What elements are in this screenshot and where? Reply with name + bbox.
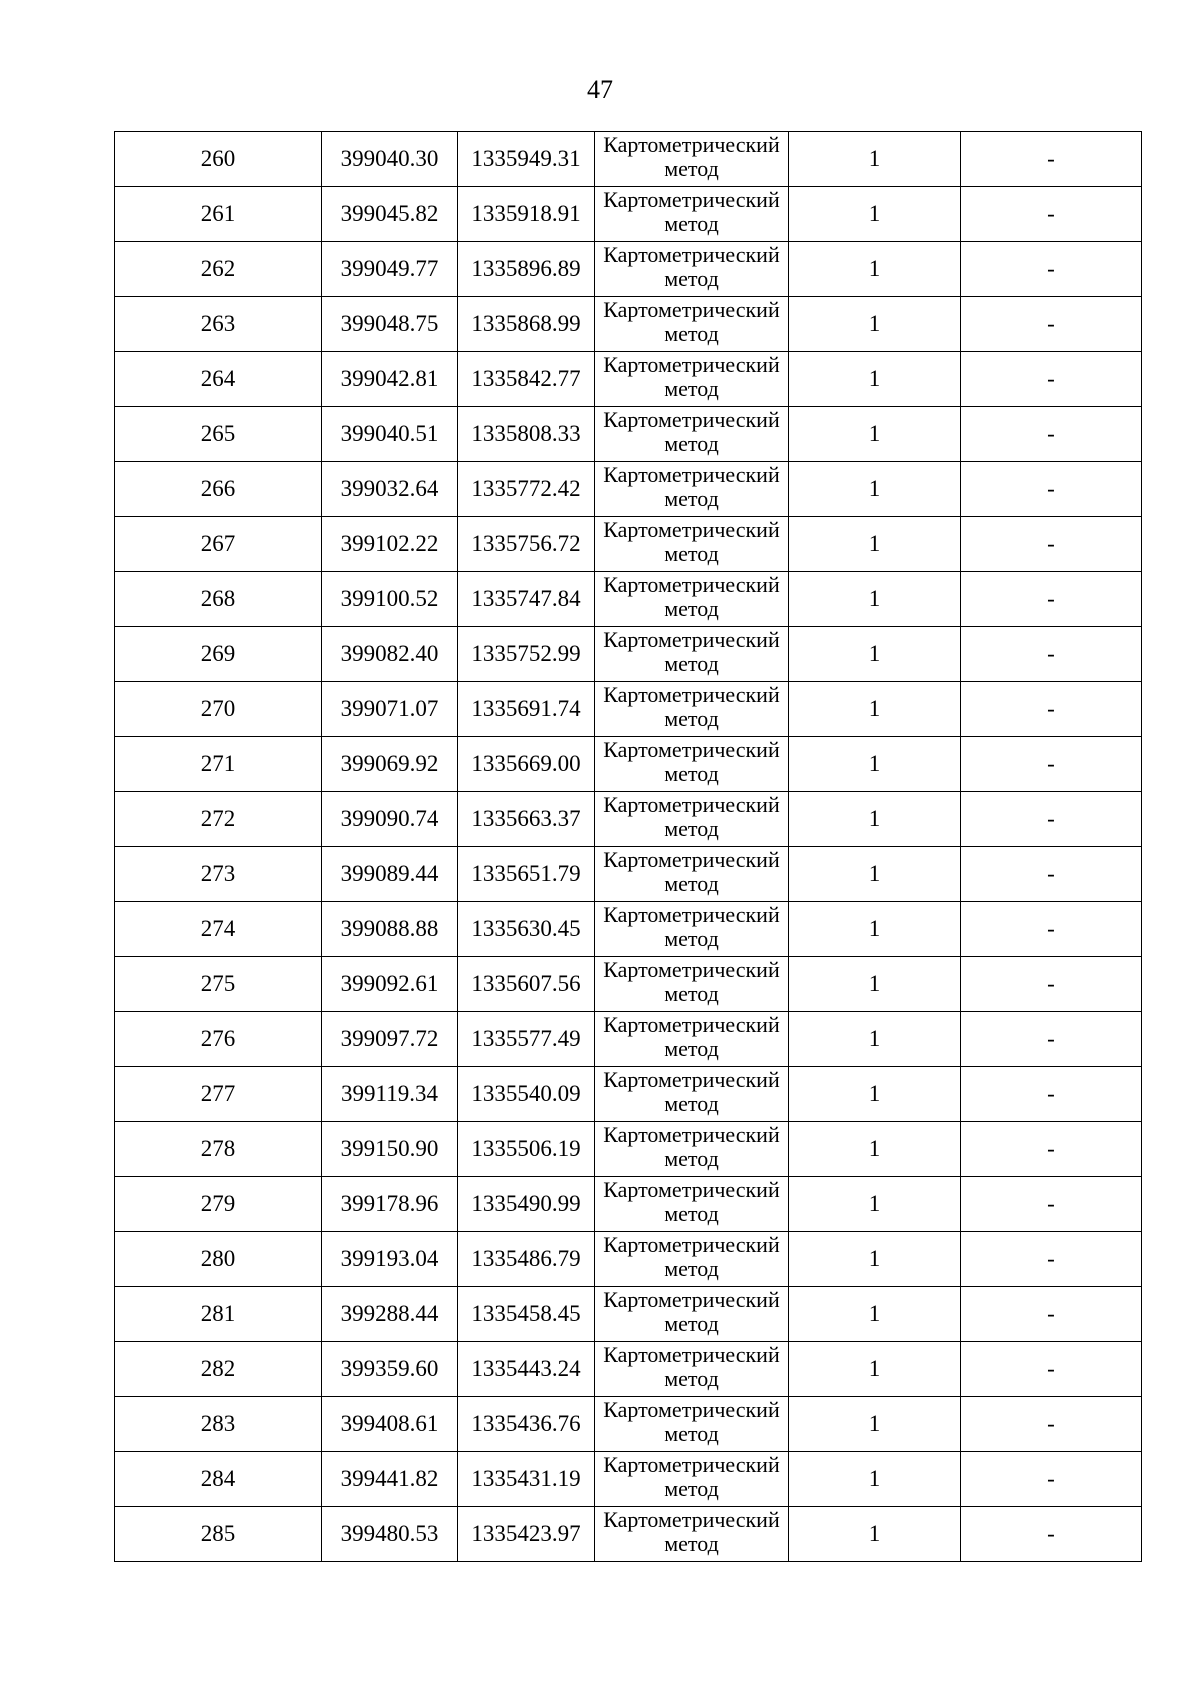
accuracy-cell: 1 <box>789 517 961 572</box>
method-line-2: метод <box>664 651 719 676</box>
accuracy-cell: 1 <box>789 957 961 1012</box>
note-cell: - <box>961 1507 1142 1562</box>
point-number-cell: 275 <box>115 957 322 1012</box>
table-row <box>115 792 1142 847</box>
method-cell <box>595 187 789 242</box>
point-number-cell: 274 <box>115 902 322 957</box>
note-cell: - <box>961 1287 1142 1342</box>
table-row <box>115 352 1142 407</box>
x-coordinate-cell: 399097.72 <box>322 1012 458 1067</box>
x-coordinate-cell: 399090.74 <box>322 792 458 847</box>
method-line-1: Картометрический <box>603 1122 780 1147</box>
y-coordinate-cell: 1335577.49 <box>458 1012 595 1067</box>
method-cell <box>595 132 789 187</box>
method-line-2: метод <box>664 1091 719 1116</box>
note-cell: - <box>961 352 1142 407</box>
note-cell: - <box>961 1012 1142 1067</box>
note-cell: - <box>961 1177 1142 1232</box>
accuracy-cell: 1 <box>789 132 961 187</box>
accuracy-cell: 1 <box>789 1012 961 1067</box>
point-number-cell: 267 <box>115 517 322 572</box>
y-coordinate-cell: 1335540.09 <box>458 1067 595 1122</box>
point-number-cell: 277 <box>115 1067 322 1122</box>
note-cell: - <box>961 187 1142 242</box>
table-row <box>115 902 1142 957</box>
x-coordinate-cell: 399089.44 <box>322 847 458 902</box>
note-cell: - <box>961 1122 1142 1177</box>
y-coordinate-cell: 1335949.31 <box>458 132 595 187</box>
method-cell <box>595 242 789 297</box>
y-coordinate-cell: 1335868.99 <box>458 297 595 352</box>
table-row <box>115 1012 1142 1067</box>
note-cell: - <box>961 242 1142 297</box>
point-number-cell: 271 <box>115 737 322 792</box>
method-line-2: метод <box>664 1476 719 1501</box>
table-row <box>115 1507 1142 1562</box>
accuracy-cell: 1 <box>789 187 961 242</box>
method-cell <box>595 407 789 462</box>
method-cell <box>595 627 789 682</box>
method-line-2: метод <box>664 1311 719 1336</box>
point-number-cell: 262 <box>115 242 322 297</box>
note-cell: - <box>961 297 1142 352</box>
x-coordinate-cell: 399092.61 <box>322 957 458 1012</box>
method-cell <box>595 297 789 352</box>
x-coordinate-cell: 399359.60 <box>322 1342 458 1397</box>
page-number: 47 <box>587 75 613 104</box>
point-number-cell: 279 <box>115 1177 322 1232</box>
method-cell <box>595 957 789 1012</box>
table-row <box>115 1177 1142 1232</box>
accuracy-cell: 1 <box>789 462 961 517</box>
accuracy-cell: 1 <box>789 572 961 627</box>
method-cell <box>595 1507 789 1562</box>
point-number-cell: 265 <box>115 407 322 462</box>
method-line-1: Картометрический <box>603 462 780 487</box>
point-number-cell: 282 <box>115 1342 322 1397</box>
accuracy-cell: 1 <box>789 792 961 847</box>
accuracy-cell: 1 <box>789 242 961 297</box>
note-cell: - <box>961 1397 1142 1452</box>
accuracy-cell: 1 <box>789 1452 961 1507</box>
table-row <box>115 132 1142 187</box>
note-cell: - <box>961 462 1142 517</box>
note-cell: - <box>961 792 1142 847</box>
method-line-2: метод <box>664 1256 719 1281</box>
method-line-2: метод <box>664 981 719 1006</box>
y-coordinate-cell: 1335747.84 <box>458 572 595 627</box>
method-line-2: метод <box>664 706 719 731</box>
x-coordinate-cell: 399193.04 <box>322 1232 458 1287</box>
method-line-1: Картометрический <box>603 1232 780 1257</box>
method-line-1: Картометрический <box>603 572 780 597</box>
method-line-1: Картометрический <box>603 517 780 542</box>
x-coordinate-cell: 399441.82 <box>322 1452 458 1507</box>
table-row <box>115 407 1142 462</box>
x-coordinate-cell: 399048.75 <box>322 297 458 352</box>
point-number-cell: 268 <box>115 572 322 627</box>
method-line-1: Картометрический <box>603 792 780 817</box>
method-line-1: Картометрический <box>603 682 780 707</box>
method-line-2: метод <box>664 1036 719 1061</box>
method-line-2: метод <box>664 541 719 566</box>
note-cell: - <box>961 847 1142 902</box>
x-coordinate-cell: 399102.22 <box>322 517 458 572</box>
point-number-cell: 284 <box>115 1452 322 1507</box>
point-number-cell: 283 <box>115 1397 322 1452</box>
y-coordinate-cell: 1335506.19 <box>458 1122 595 1177</box>
point-number-cell: 285 <box>115 1507 322 1562</box>
point-number-cell: 272 <box>115 792 322 847</box>
method-cell <box>595 1012 789 1067</box>
table-row <box>115 957 1142 1012</box>
method-line-2: метод <box>664 1421 719 1446</box>
x-coordinate-cell: 399045.82 <box>322 187 458 242</box>
y-coordinate-cell: 1335431.19 <box>458 1452 595 1507</box>
x-coordinate-cell: 399178.96 <box>322 1177 458 1232</box>
x-coordinate-cell: 399100.52 <box>322 572 458 627</box>
accuracy-cell: 1 <box>789 407 961 462</box>
method-line-1: Картометрический <box>603 902 780 927</box>
point-number-cell: 269 <box>115 627 322 682</box>
method-cell <box>595 1067 789 1122</box>
y-coordinate-cell: 1335842.77 <box>458 352 595 407</box>
x-coordinate-cell: 399042.81 <box>322 352 458 407</box>
y-coordinate-cell: 1335458.45 <box>458 1287 595 1342</box>
table-row <box>115 462 1142 517</box>
note-cell: - <box>961 1067 1142 1122</box>
method-line-2: метод <box>664 816 719 841</box>
table-row <box>115 627 1142 682</box>
method-line-2: метод <box>664 156 719 181</box>
note-cell: - <box>961 627 1142 682</box>
point-number-cell: 280 <box>115 1232 322 1287</box>
method-line-1: Картометрический <box>603 737 780 762</box>
method-cell <box>595 682 789 737</box>
note-cell: - <box>961 957 1142 1012</box>
method-cell <box>595 462 789 517</box>
accuracy-cell: 1 <box>789 627 961 682</box>
method-line-1: Картометрический <box>603 1012 780 1037</box>
table-row <box>115 682 1142 737</box>
accuracy-cell: 1 <box>789 297 961 352</box>
x-coordinate-cell: 399049.77 <box>322 242 458 297</box>
method-cell <box>595 737 789 792</box>
accuracy-cell: 1 <box>789 902 961 957</box>
method-line-2: метод <box>664 486 719 511</box>
accuracy-cell: 1 <box>789 1397 961 1452</box>
method-line-1: Картометрический <box>603 132 780 157</box>
x-coordinate-cell: 399119.34 <box>322 1067 458 1122</box>
x-coordinate-cell: 399288.44 <box>322 1287 458 1342</box>
note-cell: - <box>961 1452 1142 1507</box>
accuracy-cell: 1 <box>789 1232 961 1287</box>
accuracy-cell: 1 <box>789 1507 961 1562</box>
method-line-1: Картометрический <box>603 1287 780 1312</box>
method-cell <box>595 352 789 407</box>
point-number-cell: 260 <box>115 132 322 187</box>
method-line-1: Картометрический <box>603 407 780 432</box>
y-coordinate-cell: 1335436.76 <box>458 1397 595 1452</box>
method-cell <box>595 572 789 627</box>
method-cell <box>595 792 789 847</box>
method-line-2: метод <box>664 1366 719 1391</box>
method-line-1: Картометрический <box>603 187 780 212</box>
point-number-cell: 278 <box>115 1122 322 1177</box>
note-cell: - <box>961 737 1142 792</box>
y-coordinate-cell: 1335630.45 <box>458 902 595 957</box>
y-coordinate-cell: 1335896.89 <box>458 242 595 297</box>
accuracy-cell: 1 <box>789 1067 961 1122</box>
method-cell <box>595 1452 789 1507</box>
method-line-2: метод <box>664 1201 719 1226</box>
accuracy-cell: 1 <box>789 1342 961 1397</box>
x-coordinate-cell: 399069.92 <box>322 737 458 792</box>
y-coordinate-cell: 1335918.91 <box>458 187 595 242</box>
method-cell <box>595 1397 789 1452</box>
point-number-cell: 270 <box>115 682 322 737</box>
method-cell <box>595 1122 789 1177</box>
note-cell: - <box>961 902 1142 957</box>
method-line-2: метод <box>664 761 719 786</box>
y-coordinate-cell: 1335772.42 <box>458 462 595 517</box>
table-row <box>115 242 1142 297</box>
table-row <box>115 1067 1142 1122</box>
y-coordinate-cell: 1335752.99 <box>458 627 595 682</box>
accuracy-cell: 1 <box>789 737 961 792</box>
method-line-2: метод <box>664 376 719 401</box>
method-line-2: метод <box>664 1531 719 1556</box>
method-line-1: Картометрический <box>603 957 780 982</box>
table-row <box>115 1342 1142 1397</box>
accuracy-cell: 1 <box>789 1177 961 1232</box>
y-coordinate-cell: 1335607.56 <box>458 957 595 1012</box>
accuracy-cell: 1 <box>789 682 961 737</box>
method-cell <box>595 1232 789 1287</box>
method-line-1: Картометрический <box>603 1397 780 1422</box>
method-line-2: метод <box>664 1146 719 1171</box>
y-coordinate-cell: 1335423.97 <box>458 1507 595 1562</box>
note-cell: - <box>961 132 1142 187</box>
note-cell: - <box>961 1342 1142 1397</box>
note-cell: - <box>961 407 1142 462</box>
x-coordinate-cell: 399040.51 <box>322 407 458 462</box>
method-cell <box>595 1287 789 1342</box>
table-row <box>115 1232 1142 1287</box>
note-cell: - <box>961 1232 1142 1287</box>
method-line-1: Картометрический <box>603 242 780 267</box>
method-line-1: Картометрический <box>603 847 780 872</box>
point-number-cell: 276 <box>115 1012 322 1067</box>
y-coordinate-cell: 1335486.79 <box>458 1232 595 1287</box>
y-coordinate-cell: 1335808.33 <box>458 407 595 462</box>
accuracy-cell: 1 <box>789 1287 961 1342</box>
method-line-2: метод <box>664 431 719 456</box>
method-cell <box>595 902 789 957</box>
x-coordinate-cell: 399150.90 <box>322 1122 458 1177</box>
note-cell: - <box>961 517 1142 572</box>
method-line-2: метод <box>664 596 719 621</box>
accuracy-cell: 1 <box>789 352 961 407</box>
x-coordinate-cell: 399032.64 <box>322 462 458 517</box>
x-coordinate-cell: 399408.61 <box>322 1397 458 1452</box>
method-cell <box>595 847 789 902</box>
y-coordinate-cell: 1335691.74 <box>458 682 595 737</box>
table-row <box>115 297 1142 352</box>
point-number-cell: 263 <box>115 297 322 352</box>
y-coordinate-cell: 1335663.37 <box>458 792 595 847</box>
coordinates-table <box>114 131 1142 1562</box>
y-coordinate-cell: 1335443.24 <box>458 1342 595 1397</box>
y-coordinate-cell: 1335669.00 <box>458 737 595 792</box>
method-line-1: Картометрический <box>603 627 780 652</box>
x-coordinate-cell: 399071.07 <box>322 682 458 737</box>
x-coordinate-cell: 399082.40 <box>322 627 458 682</box>
accuracy-cell: 1 <box>789 1122 961 1177</box>
table-row <box>115 737 1142 792</box>
x-coordinate-cell: 399040.30 <box>322 132 458 187</box>
y-coordinate-cell: 1335756.72 <box>458 517 595 572</box>
method-line-1: Картометрический <box>603 1177 780 1202</box>
method-line-1: Картометрический <box>603 1452 780 1477</box>
table-row <box>115 1452 1142 1507</box>
method-line-2: метод <box>664 926 719 951</box>
method-line-1: Картометрический <box>603 1342 780 1367</box>
method-line-2: метод <box>664 321 719 346</box>
accuracy-cell: 1 <box>789 847 961 902</box>
table-row <box>115 847 1142 902</box>
y-coordinate-cell: 1335651.79 <box>458 847 595 902</box>
method-line-2: метод <box>664 211 719 236</box>
x-coordinate-cell: 399480.53 <box>322 1507 458 1562</box>
note-cell: - <box>961 572 1142 627</box>
table-row <box>115 1397 1142 1452</box>
point-number-cell: 264 <box>115 352 322 407</box>
point-number-cell: 273 <box>115 847 322 902</box>
point-number-cell: 266 <box>115 462 322 517</box>
table-row <box>115 187 1142 242</box>
method-cell <box>595 517 789 572</box>
method-line-2: метод <box>664 871 719 896</box>
point-number-cell: 261 <box>115 187 322 242</box>
table-row <box>115 572 1142 627</box>
method-line-1: Картометрический <box>603 297 780 322</box>
point-number-cell: 281 <box>115 1287 322 1342</box>
method-line-2: метод <box>664 266 719 291</box>
method-line-1: Картометрический <box>603 1067 780 1092</box>
y-coordinate-cell: 1335490.99 <box>458 1177 595 1232</box>
table-row <box>115 1287 1142 1342</box>
coordinates-table-body <box>115 132 1142 1562</box>
note-cell: - <box>961 682 1142 737</box>
table-row <box>115 1122 1142 1177</box>
method-line-1: Картометрический <box>603 1507 780 1532</box>
method-cell <box>595 1177 789 1232</box>
method-line-1: Картометрический <box>603 352 780 377</box>
x-coordinate-cell: 399088.88 <box>322 902 458 957</box>
method-cell <box>595 1342 789 1397</box>
table-row <box>115 517 1142 572</box>
